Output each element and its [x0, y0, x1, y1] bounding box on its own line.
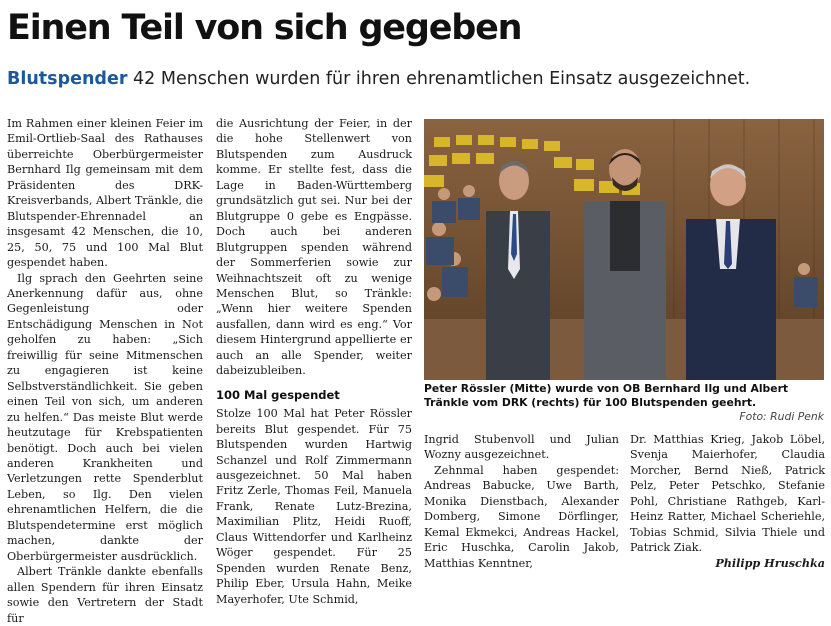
photo-credit: Foto: Rudi Penk [739, 410, 824, 423]
article-column-2 [216, 116, 412, 607]
caption-text: Peter Rössler (Mitte) wurde von OB Bernhard Ilg und Albert Tränkle vom DRK (rechts) für 100 Blutspenden geehrt. [424, 382, 789, 409]
paragraph: Stolze 100 Mal hat Peter Rössler bereits Blut gespendet. Für 75 Blutspenden wurden Hartwig Schanzel und Rolf Zimmermann ausgezeichnet. 50 Mal haben Fritz Zerle, Thomas Feil, Manuela Frank, Renate Lutz-Brezina, Maximilian Plitz, Heidi Ruoff, Claus Wittendorfer und Karlheinz Wöger gespendet. Für 25 Spenden wurden Renate Benz, Philip Eber, Ursula Hahn, Meike Mayerhofer, Ute Schmid, [216, 407, 412, 606]
subline-text: 42 Menschen wurden für ihren ehrenamtlichen Einsatz ausgezeichnet. [127, 69, 751, 89]
photo-caption [424, 382, 824, 424]
paragraph: Ingrid Stubenvoll und Julian Wozny ausgezeichnet. [424, 433, 619, 462]
headline: Einen Teil von sich gegeben [7, 8, 522, 48]
photo-illustration [424, 119, 824, 380]
paragraph: Dr. Matthias Krieg, Jakob Löbel, Svenja Maierhofer, Claudia Morcher, Bernd Nieß, Patrick Pelz, Peter Petschko, Stefanie Pohl, Christiane Rathgeb, Karl-Heinz Ratter, Michael Scheriehle, Tobias Schmid, Silvia Thiele und Patrick Ziak. [630, 433, 825, 555]
subheading: 100 Mal gespendet [216, 387, 340, 402]
paragraph: Zehnmal haben gespendet: Andreas Babucke, Uwe Barth, Monika Dienstbach, Alexander Domberg, Simone Dörflinger, Kemal Ekmekci, Andreas Hackel, Eric Huschka, Carolin Jakob, Matthias Kenntner, [424, 463, 619, 570]
article-column-3 [424, 432, 619, 571]
article-column-4 [630, 432, 825, 571]
subline [7, 66, 750, 92]
paragraph: die Ausrichtung der Feier, in der die hohe Stellenwert von Blutspenden zum Ausdruck komme. Er stellte fest, dass die Lage in Baden-Württemberg grundsätzlich gut sei. Nur bei der Blutgruppe 0 gebe es Engpässe. Doch auch bei anderen Blutgruppen spenden während der Sommerferien sowie zur Weihnachtszeit oft zu wenige Menschen Blut, so Tränkle: „Wenn hier weitere Spenden ausfallen, dann wird es eng.“ Vor diesem Hintergrund appellierte er auch an alle Spender, weiter dabeizubleiben. [216, 117, 412, 378]
paragraph: Ilg sprach den Geehrten seine Anerkennung dafür aus, ohne Gegenleistung oder Entschädigung Menschen in Not geholfen zu haben: „Sich freiwillig für seine Mitmenschen zu engagieren ist keine Selbstverständlichkeit. Sie geben einen Teil von sich, um anderen zu helfen.“ Das meiste Blut werde heutzutage für Krebspatienten benötigt. Doch auch bei vielen anderen Krankheiten und Verletzungen rette Spenderblut Leben, so Ilg. Den vielen ehrenamtlichen Helfern, die die Blutspendetermine erst möglich machen, dankte der Oberbürgermeister ausdrücklich. [7, 271, 203, 563]
author-byline: Philipp Hruschka [715, 555, 825, 570]
article-column-1 [7, 116, 203, 626]
paragraph: Im Rahmen einer kleinen Feier im Emil-Ortlieb-Saal des Rathauses überreichte Oberbürgermeister Bernhard Ilg gemeinsam mit dem Präsidenten des DRK-Kreisverbands, Albert Tränkle, die Blutspender-Ehrennadel an insgesamt 42 Menschen, die 10, 25, 50, 75 und 100 Mal Blut gespendet haben. [7, 117, 203, 270]
paragraph: Albert Tränkle dankte ebenfalls allen Spendern für ihren Einsatz sowie den Vertretern der Stadt für [7, 565, 203, 625]
subline-keyword: Blutspender [7, 69, 128, 89]
article-photo [424, 119, 824, 380]
